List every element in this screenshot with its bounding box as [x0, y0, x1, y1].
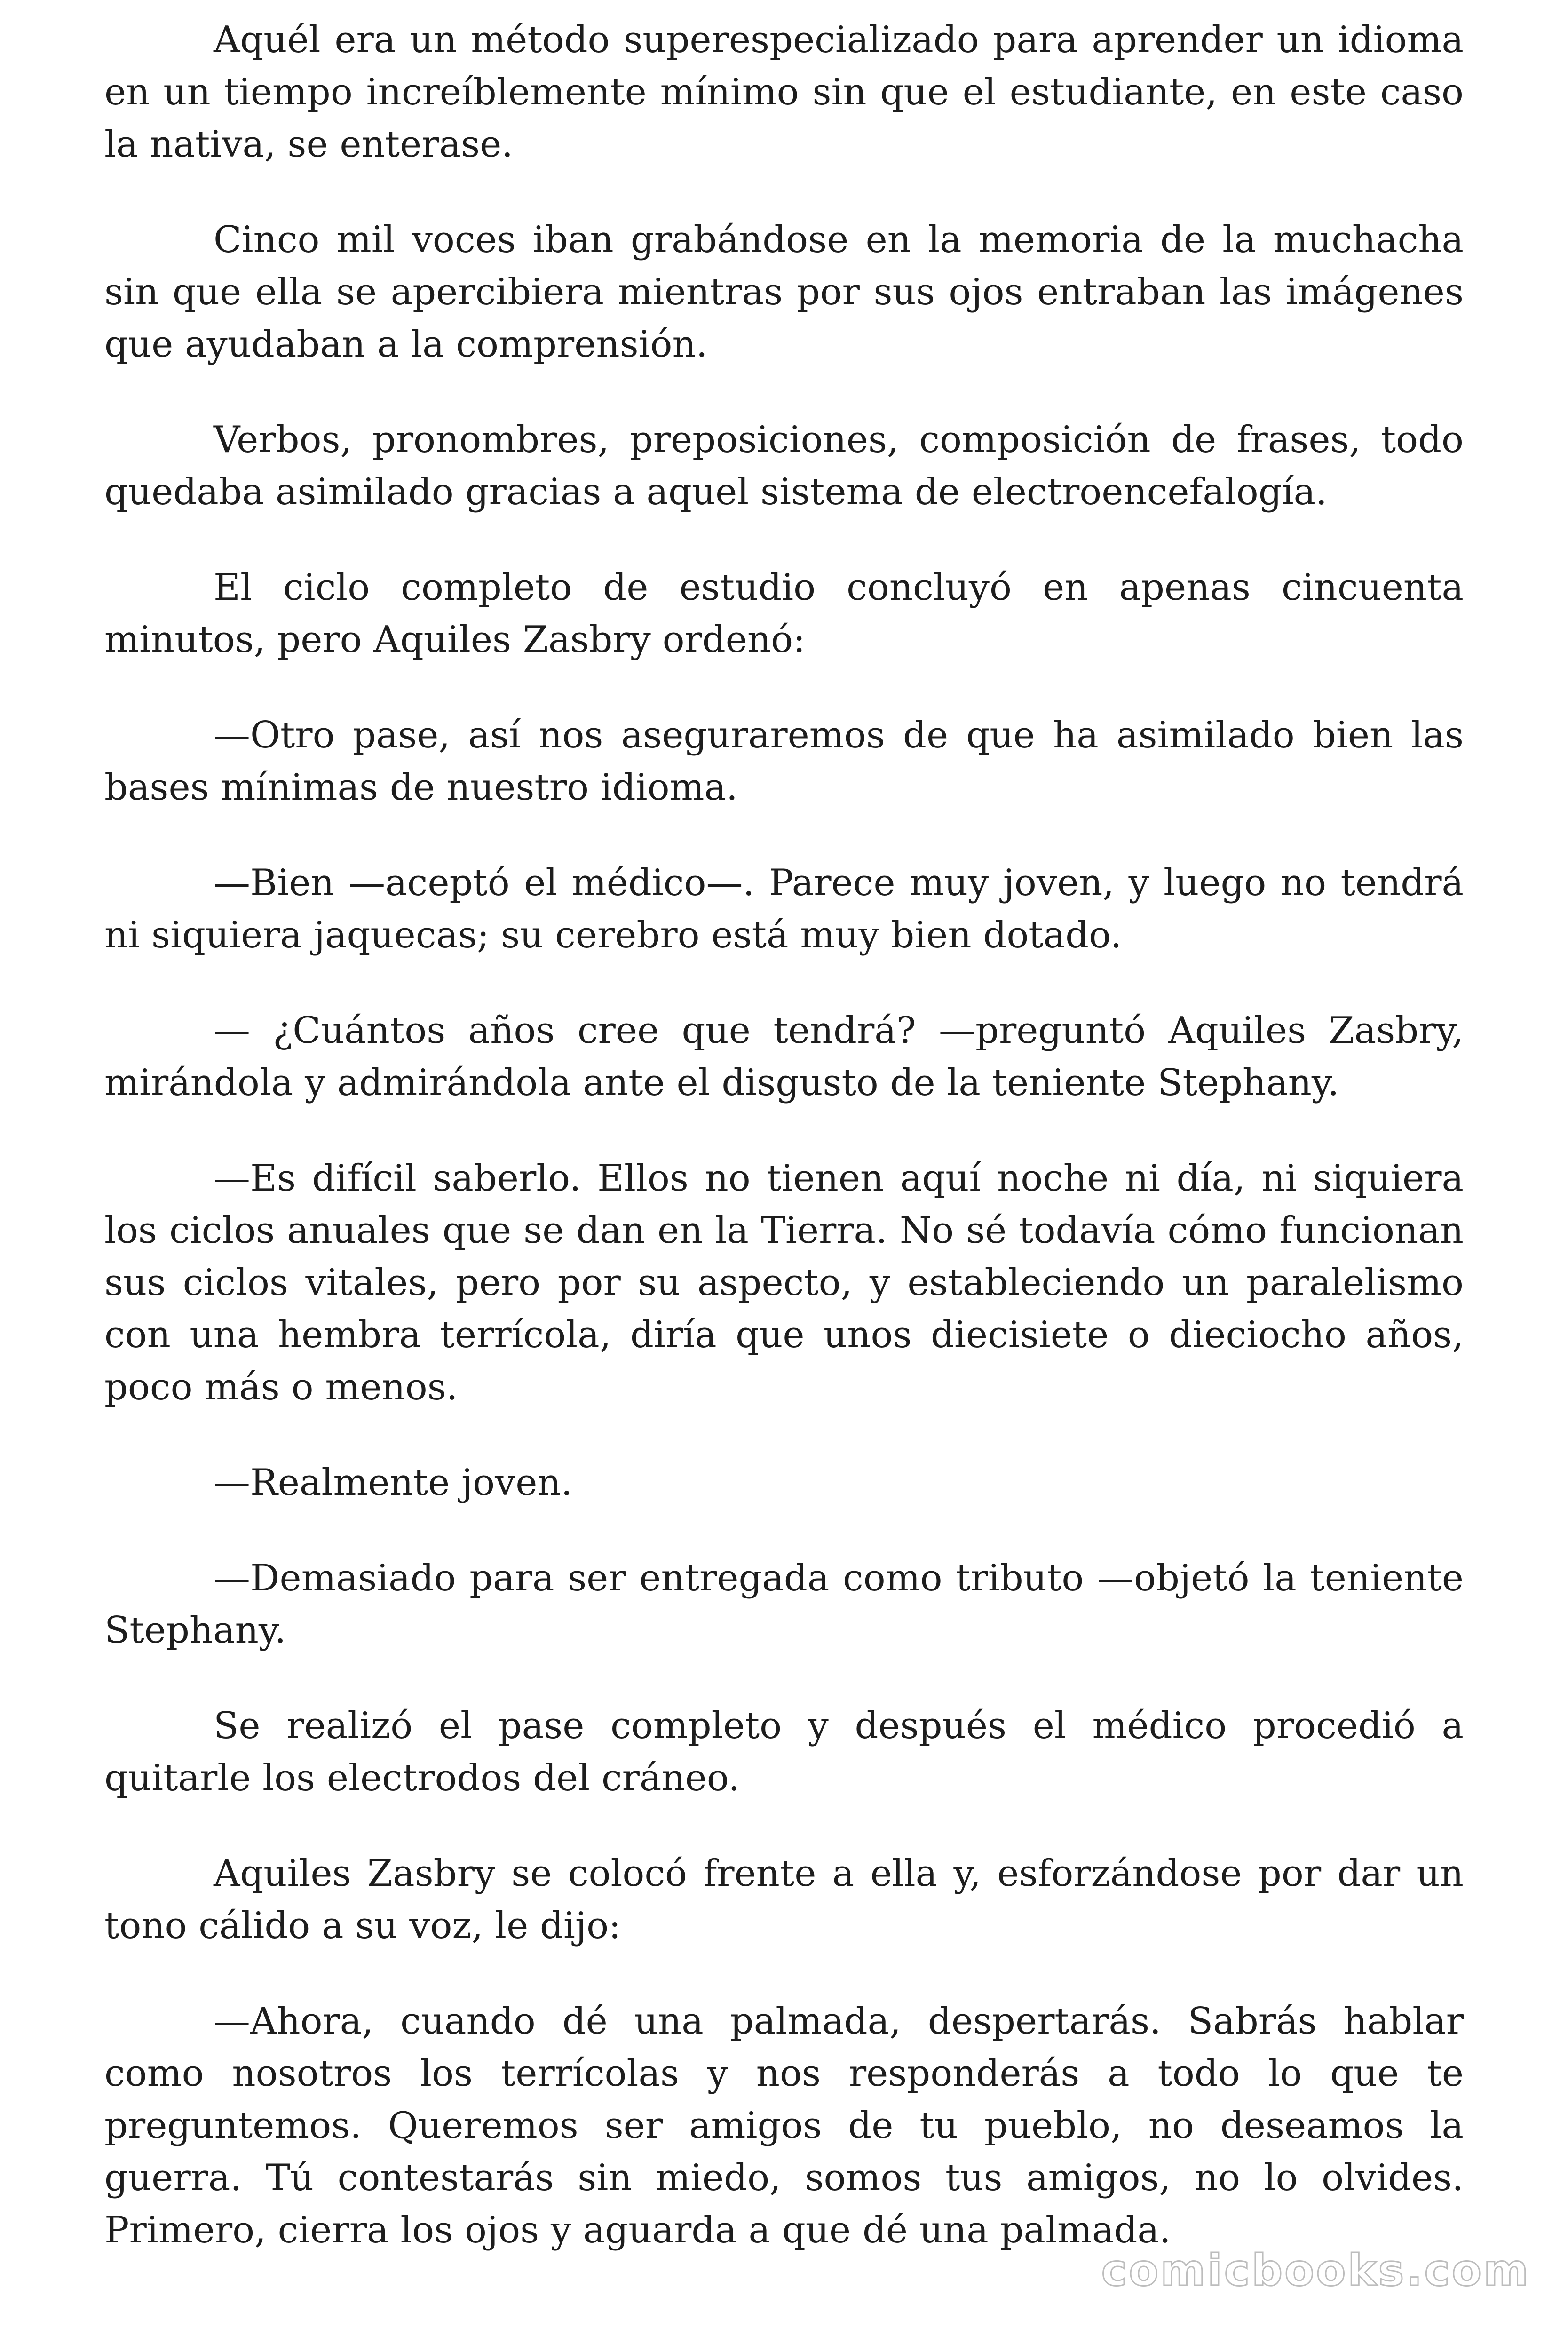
paragraph: —Bien —aceptó el médico—. Parece muy joven, y luego no tendrá ni siquiera jaquecas; su cerebro está muy bien dotado.: [104, 862, 1464, 956]
paragraph: Verbos, pronombres, preposiciones, composición de frases, todo quedaba asimilado gracias a aquel sistema de electroencefalogía.: [104, 419, 1464, 513]
document-body: [104, 14, 1464, 2257]
paragraph: Aquél era un método superespecializado para aprender un idioma en un tiempo increíblemente mínimo sin que el estudiante, en este caso la nativa, se enterase.: [104, 19, 1464, 166]
paragraph: Cinco mil voces iban grabándose en la memoria de la muchacha sin que ella se apercibiera mientras por sus ojos entraban las imágenes que ayudaban a la comprensión.: [104, 219, 1464, 366]
paragraph: —Realmente joven.: [214, 1462, 573, 1504]
paragraph: Se realizó el pase completo y después el médico procedió a quitarle los electrodos del cráneo.: [104, 1705, 1464, 1799]
watermark: comicbooks.com: [1101, 2245, 1530, 2296]
paragraph: —Demasiado para ser entregada como tributo —objetó la teniente Stephany.: [104, 1557, 1464, 1652]
paragraph: El ciclo completo de estudio concluyó en apenas cincuenta minutos, pero Aquiles Zasbry ordenó:: [104, 566, 1464, 661]
paragraph: — ¿Cuántos años cree que tendrá? —preguntó Aquiles Zasbry, mirándola y admirándola ante el disgusto de la teniente Stephany.: [104, 1009, 1464, 1104]
paragraph: —Otro pase, así nos aseguraremos de que ha asimilado bien las bases mínimas de nuestro idioma.: [104, 714, 1464, 809]
paragraph: —Es difícil saberlo. Ellos no tienen aquí noche ni día, ni siquiera los ciclos anuales que se dan en la Tierra. No sé todavía cómo funcionan sus ciclos vitales, pero por su aspecto, y estableciendo un paralelismo con una hembra terrícola, diría que unos diecisiete o dieciocho años, poco más o menos.: [104, 1157, 1464, 1408]
paragraph: Aquiles Zasbry se colocó frente a ella y, esforzándose por dar un tono cálido a su voz, le dijo:: [104, 1852, 1464, 1947]
paragraph: —Ahora, cuando dé una palmada, despertarás. Sabrás hablar como nosotros los terrícolas y nos responderás a todo lo que te preguntemos. Queremos ser amigos de tu pueblo, no deseamos la guerra. Tú contestarás sin miedo, somos tus amigos, no lo olvides. Primero, cierra los ojos y aguarda a que dé una palmada.: [104, 2000, 1464, 2251]
